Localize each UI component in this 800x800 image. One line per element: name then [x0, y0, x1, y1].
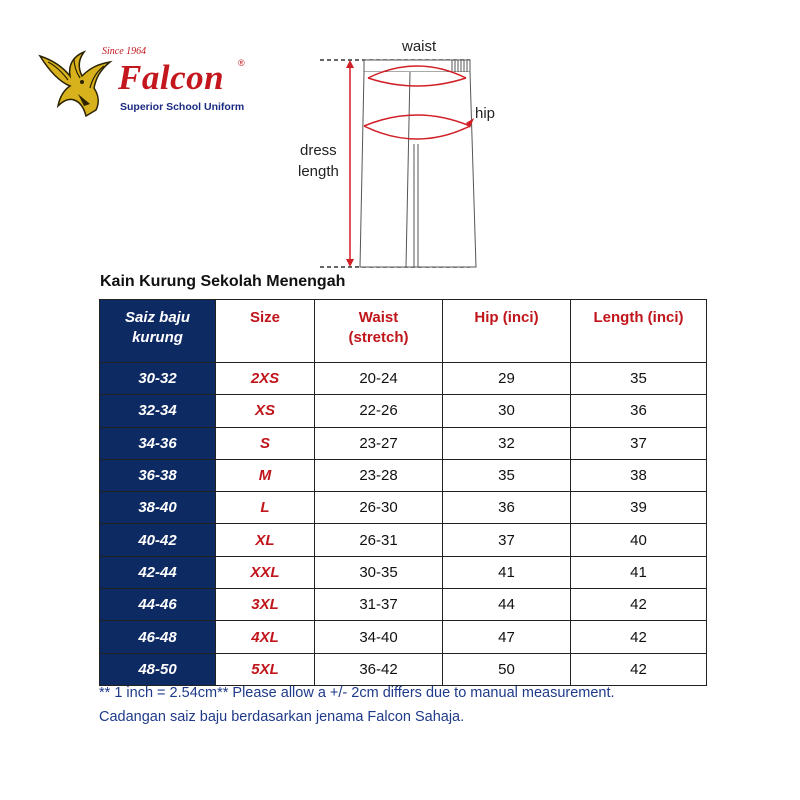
measurement-diagram — [290, 34, 520, 274]
size-chart-table — [99, 299, 707, 686]
cell-waist: 26-30 — [315, 492, 443, 524]
table-row — [100, 621, 707, 653]
cell-baju: 36-38 — [100, 459, 216, 491]
cell-size: 2XS — [216, 363, 315, 395]
length-label: length — [298, 163, 339, 180]
cell-length: 37 — [571, 427, 707, 459]
cell-waist: 31-37 — [315, 589, 443, 621]
table-row — [100, 363, 707, 395]
table-header-row — [100, 300, 707, 363]
table-row — [100, 589, 707, 621]
cell-hip: 37 — [443, 524, 571, 556]
since-text: Since 1964 — [102, 46, 147, 57]
cell-size: XS — [216, 395, 315, 427]
cell-size: XXL — [216, 556, 315, 588]
cell-baju: 30-32 — [100, 363, 216, 395]
cell-hip: 29 — [443, 363, 571, 395]
header-saiz-baju — [100, 300, 216, 363]
cell-hip: 41 — [443, 556, 571, 588]
cell-length: 40 — [571, 524, 707, 556]
cell-hip: 47 — [443, 621, 571, 653]
brand-name: Falcon — [118, 58, 225, 97]
header-saiz-baju-line2: kurung — [132, 329, 183, 346]
cell-baju: 42-44 — [100, 556, 216, 588]
cell-baju: 48-50 — [100, 653, 216, 685]
cell-size: L — [216, 492, 315, 524]
header-size: Size — [216, 300, 315, 363]
cell-baju: 32-34 — [100, 395, 216, 427]
cell-waist: 26-31 — [315, 524, 443, 556]
cell-size: S — [216, 427, 315, 459]
cell-waist: 20-24 — [315, 363, 443, 395]
cell-baju: 38-40 — [100, 492, 216, 524]
waist-label: waist — [402, 38, 437, 55]
cell-hip: 50 — [443, 653, 571, 685]
cell-size: 5XL — [216, 653, 315, 685]
header-hip: Hip (inci) — [443, 300, 571, 363]
cell-baju: 40-42 — [100, 524, 216, 556]
cell-hip: 30 — [443, 395, 571, 427]
header-length: Length (inci) — [571, 300, 707, 363]
hip-label: hip — [475, 105, 496, 122]
table-row — [100, 524, 707, 556]
cell-waist: 36-42 — [315, 653, 443, 685]
table-row — [100, 653, 707, 685]
table-row — [100, 492, 707, 524]
cell-length: 42 — [571, 653, 707, 685]
cell-size: 3XL — [216, 589, 315, 621]
cell-size: M — [216, 459, 315, 491]
cell-waist: 34-40 — [315, 621, 443, 653]
falcon-logo — [38, 44, 258, 124]
cell-hip: 44 — [443, 589, 571, 621]
header-saiz-baju-line1: Saiz baju — [124, 309, 191, 326]
cell-size: XL — [216, 524, 315, 556]
cell-length: 42 — [571, 589, 707, 621]
cell-length: 36 — [571, 395, 707, 427]
cell-waist: 23-27 — [315, 427, 443, 459]
dress-label: dress — [300, 142, 337, 159]
table-row — [100, 556, 707, 588]
cell-hip: 32 — [443, 427, 571, 459]
cell-waist: 22-26 — [315, 395, 443, 427]
table-row — [100, 395, 707, 427]
brand-note: Cadangan saiz baju berdasarkan jenama Falcon Sahaja. — [99, 709, 465, 725]
header-waist — [315, 300, 443, 363]
cell-length: 42 — [571, 621, 707, 653]
cell-hip: 36 — [443, 492, 571, 524]
cell-length: 35 — [571, 363, 707, 395]
cell-waist: 23-28 — [315, 459, 443, 491]
cell-baju: 34-36 — [100, 427, 216, 459]
table-row — [100, 459, 707, 491]
header-waist-line1: Waist — [358, 309, 399, 326]
header-waist-line2: (stretch) — [348, 329, 409, 346]
cell-size: 4XL — [216, 621, 315, 653]
cell-hip: 35 — [443, 459, 571, 491]
table-row — [100, 427, 707, 459]
table-title: Kain Kurung Sekolah Menengah — [100, 273, 346, 290]
registered-mark: ® — [238, 58, 245, 68]
conversion-note: ** 1 inch = 2.54cm** Please allow a +/- 2cm differs due to manual measurement. — [99, 685, 615, 701]
cell-waist: 30-35 — [315, 556, 443, 588]
cell-length: 38 — [571, 459, 707, 491]
brand-tagline: Superior School Uniform — [120, 101, 245, 113]
cell-baju: 46-48 — [100, 621, 216, 653]
cell-baju: 44-46 — [100, 589, 216, 621]
cell-length: 41 — [571, 556, 707, 588]
cell-length: 39 — [571, 492, 707, 524]
